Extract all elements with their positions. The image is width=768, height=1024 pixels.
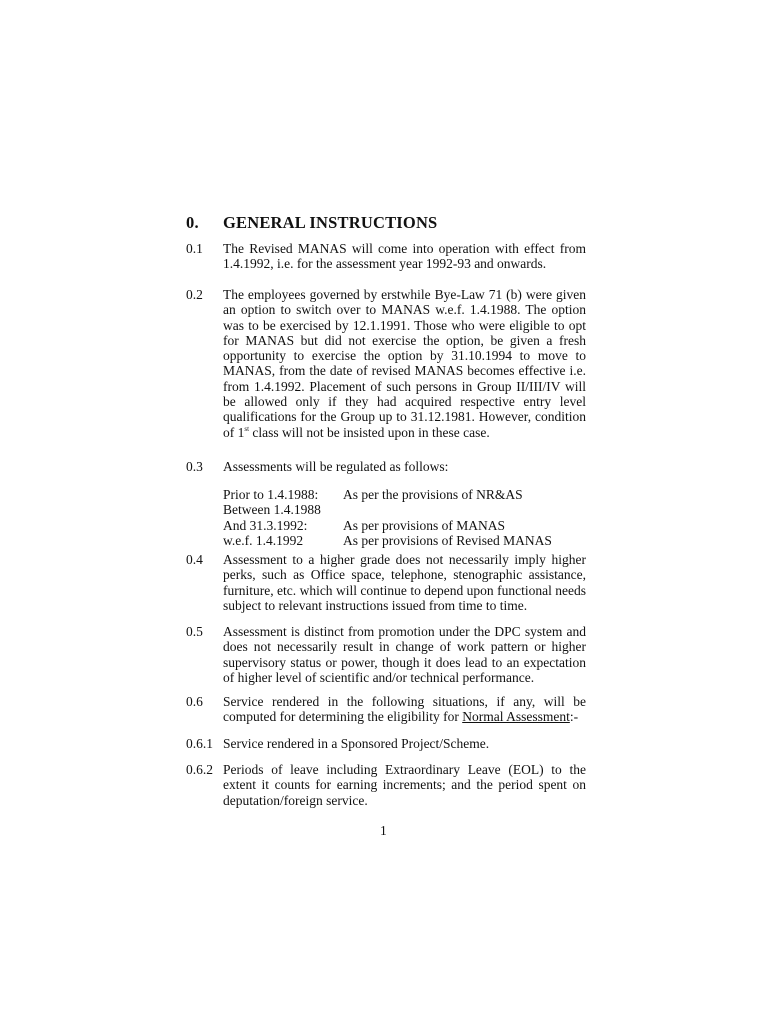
- period-cell: Between 1.4.1988: [223, 502, 321, 518]
- section-text: [223, 287, 586, 440]
- section-text: Assessment is distinct from promotion under the DPC system and does not necessarily result in change of work pattern or higher supervisory status or power, though it does lead to an expectation of higher level of scientific and/or technical performance.: [223, 624, 586, 685]
- section-text: Service rendered in a Sponsored Project/Scheme.: [223, 736, 490, 751]
- section-number: 0.6: [186, 694, 203, 709]
- section-number: 0.6.1: [186, 736, 213, 751]
- provision-cell: As per provisions of MANAS: [343, 517, 505, 533]
- section-text-part: The employees governed by erstwhile Bye-Law 71 (b) were given an option to switch over to MANAS w.e.f. 1.4.1988. The option was to be exercised by 12.1.1991. Those who were eligible to opt for MANAS but did not exercise the option, be given a fresh opportunity to exercise the option by 31.10.1994 to move to MANAS, from the date of revised MANAS becomes effective i.e. from 1.4.1992. Placement of such persons in Group II/III/IV will be allowed only if they had acquired respective entry level qualifications for the Group up to 31.12.1981. However, condition of 1: [223, 287, 586, 440]
- provision-cell: As per provisions of Revised MANAS: [343, 532, 552, 548]
- section-number: 0.3: [186, 459, 203, 474]
- section-number: 0.5: [186, 624, 203, 639]
- period-cell: Prior to 1.4.1988:: [223, 487, 319, 502]
- provision-cell: As per the provisions of NR&AS: [343, 487, 523, 502]
- section-text: Assessments will be regulated as follows:: [223, 459, 449, 474]
- section-number: 0.2: [186, 287, 203, 302]
- section-text: Assessment to a higher grade does not necessarily imply higher perks, such as Office space, telephone, stenographic assistance, furniture, etc. which will continue to depend upon functional needs subject to relevant instructions issued from time to time.: [223, 552, 586, 613]
- underlined-term: Normal Assessment: [462, 709, 570, 725]
- page-number: 1: [380, 823, 387, 838]
- heading-number: 0.: [186, 213, 199, 232]
- section-text-part: Service rendered in the following situations, if any, will be computed for determining the eligibility for: [223, 694, 586, 725]
- heading-title: GENERAL INSTRUCTIONS: [223, 213, 438, 232]
- section-text: Periods of leave including Extraordinary Leave (EOL) to the extent it counts for earning increments; and the period spent on deputation/foreign service.: [223, 762, 586, 808]
- ordinal-superscript: st: [244, 424, 250, 433]
- period-cell: w.e.f. 1.4.1992: [223, 532, 304, 548]
- section-text: [223, 694, 586, 725]
- section-number: 0.1: [186, 241, 203, 256]
- section-number: 0.6.2: [186, 762, 213, 777]
- section-text: The Revised MANAS will come into operation with effect from 1.4.1992, i.e. for the assessment year 1992-93 and onwards.: [223, 241, 586, 272]
- period-cell: And 31.3.1992:: [223, 517, 308, 533]
- section-number: 0.4: [186, 552, 203, 567]
- section-text-part: :-: [569, 709, 579, 725]
- section-text-part: class will not be insisted upon in these case.: [249, 424, 490, 440]
